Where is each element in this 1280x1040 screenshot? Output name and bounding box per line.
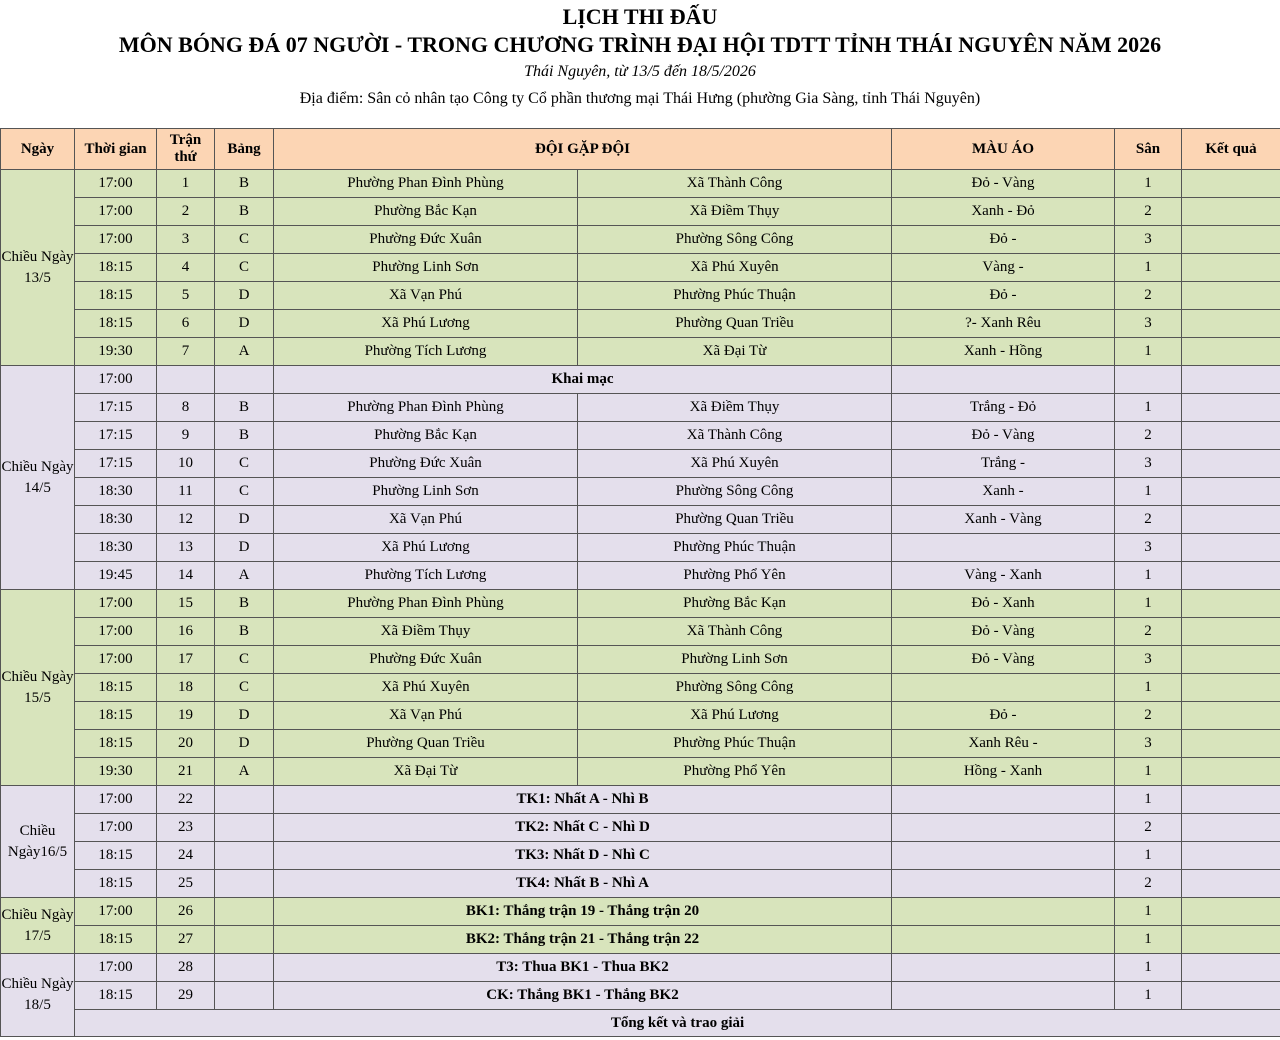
time-cell: 17:00	[75, 366, 157, 394]
result-cell	[1182, 170, 1280, 198]
team2-cell: Xã Thành Công	[578, 618, 892, 646]
table-row	[1, 534, 1280, 562]
time-cell: 17:00	[75, 590, 157, 618]
group-cell: D	[215, 702, 274, 730]
team2-cell: Xã Đại Từ	[578, 338, 892, 366]
group-cell: C	[215, 674, 274, 702]
document-header	[0, 0, 1280, 128]
team2-cell: Phường Sông Công	[578, 478, 892, 506]
time-cell: 17:00	[75, 898, 157, 926]
time-cell: 18:15	[75, 702, 157, 730]
result-cell	[1182, 310, 1280, 338]
team1-cell: Phường Phan Đình Phùng	[274, 590, 578, 618]
time-cell: 18:15	[75, 674, 157, 702]
colors-cell: Đỏ - Vàng	[892, 646, 1115, 674]
team2-cell: Xã Phú Lương	[578, 702, 892, 730]
group-cell	[215, 870, 274, 898]
team2-cell: Phường Sông Công	[578, 226, 892, 254]
time-cell: 17:00	[75, 170, 157, 198]
time-cell: 17:15	[75, 422, 157, 450]
team2-cell: Phường Sông Công	[578, 674, 892, 702]
team2-cell: Phường Quan Triều	[578, 506, 892, 534]
team2-cell: Xã Thành Công	[578, 170, 892, 198]
group-cell	[215, 954, 274, 982]
group-cell: C	[215, 254, 274, 282]
result-cell	[1182, 282, 1280, 310]
table-row	[1, 450, 1280, 478]
result-cell	[1182, 870, 1280, 898]
match-number-cell	[157, 366, 215, 394]
table-row	[1, 170, 1280, 198]
event-cell: TK3: Nhất D - Nhì C	[274, 842, 892, 870]
field-cell: 3	[1115, 226, 1182, 254]
result-cell	[1182, 366, 1280, 394]
field-cell: 2	[1115, 506, 1182, 534]
colors-cell	[892, 954, 1115, 982]
group-cell: C	[215, 478, 274, 506]
field-cell: 1	[1115, 478, 1182, 506]
result-cell	[1182, 450, 1280, 478]
date-line: Thái Nguyên, từ 13/5 đến 18/5/2026	[524, 63, 756, 80]
table-row	[1, 590, 1280, 618]
time-cell: 18:15	[75, 842, 157, 870]
field-cell: 2	[1115, 702, 1182, 730]
table-row	[1, 366, 1280, 394]
result-cell	[1182, 226, 1280, 254]
colors-cell	[892, 786, 1115, 814]
result-cell	[1182, 954, 1280, 982]
match-number-cell: 9	[157, 422, 215, 450]
table-row	[1, 422, 1280, 450]
team2-cell: Phường Linh Sơn	[578, 646, 892, 674]
field-cell: 2	[1115, 422, 1182, 450]
event-cell: CK: Thắng BK1 - Thắng BK2	[274, 982, 892, 1010]
team1-cell: Phường Phan Đình Phùng	[274, 394, 578, 422]
time-cell: 17:00	[75, 954, 157, 982]
group-cell: C	[215, 226, 274, 254]
time-cell: 18:30	[75, 506, 157, 534]
match-number-cell: 12	[157, 506, 215, 534]
field-cell: 3	[1115, 450, 1182, 478]
table-row	[1, 898, 1280, 926]
team1-cell: Xã Vạn Phú	[274, 282, 578, 310]
team2-cell: Phường Quan Triều	[578, 310, 892, 338]
team1-cell: Phường Tích Lương	[274, 562, 578, 590]
field-cell: 1	[1115, 674, 1182, 702]
field-cell: 3	[1115, 534, 1182, 562]
match-number-cell: 21	[157, 758, 215, 786]
team1-cell: Xã Phú Lương	[274, 534, 578, 562]
group-cell: B	[215, 618, 274, 646]
table-row	[1, 198, 1280, 226]
team1-cell: Phường Linh Sơn	[274, 254, 578, 282]
table-row	[1, 786, 1280, 814]
result-cell	[1182, 478, 1280, 506]
colors-cell	[892, 674, 1115, 702]
team2-cell: Phường Phúc Thuận	[578, 730, 892, 758]
field-cell: 1	[1115, 982, 1182, 1010]
match-number-cell: 14	[157, 562, 215, 590]
result-cell	[1182, 842, 1280, 870]
col-group: Bảng	[215, 129, 274, 170]
group-cell: C	[215, 646, 274, 674]
time-cell: 17:00	[75, 618, 157, 646]
field-cell: 1	[1115, 562, 1182, 590]
colors-cell: Đỏ - Vàng	[892, 422, 1115, 450]
match-number-cell: 16	[157, 618, 215, 646]
result-cell	[1182, 898, 1280, 926]
team1-cell: Phường Tích Lương	[274, 338, 578, 366]
day-cell: Chiều Ngày 17/5	[1, 898, 75, 954]
group-cell: D	[215, 730, 274, 758]
group-cell	[215, 786, 274, 814]
group-cell: B	[215, 422, 274, 450]
result-cell	[1182, 562, 1280, 590]
table-row	[1, 702, 1280, 730]
colors-cell: Trắng - Đỏ	[892, 394, 1115, 422]
colors-cell: Đỏ - Vàng	[892, 170, 1115, 198]
table-row	[1, 646, 1280, 674]
match-number-cell: 7	[157, 338, 215, 366]
result-cell	[1182, 646, 1280, 674]
colors-cell	[892, 870, 1115, 898]
time-cell: 18:15	[75, 310, 157, 338]
event-cell: BK2: Thắng trận 21 - Thắng trận 22	[274, 926, 892, 954]
field-cell: 2	[1115, 870, 1182, 898]
match-number-cell: 10	[157, 450, 215, 478]
match-number-cell: 26	[157, 898, 215, 926]
field-cell: 1	[1115, 898, 1182, 926]
team1-cell: Xã Phú Lương	[274, 310, 578, 338]
time-cell: 18:15	[75, 870, 157, 898]
venue-line: Địa điểm: Sân cỏ nhân tạo Công ty Cổ phần thương mại Thái Hưng (phường Gia Sàng, tỉnh Thái Nguyên)	[299, 90, 981, 107]
col-match: Trận thứ	[157, 129, 215, 170]
page-title: LỊCH THI ĐẤU	[562, 4, 718, 29]
group-cell: A	[215, 338, 274, 366]
table-row	[1, 982, 1280, 1010]
colors-cell	[892, 926, 1115, 954]
team1-cell: Phường Đức Xuân	[274, 646, 578, 674]
table-row	[1, 226, 1280, 254]
table-row	[1, 758, 1280, 786]
team1-cell: Phường Đức Xuân	[274, 450, 578, 478]
col-time: Thời gian	[75, 129, 157, 170]
colors-cell: Xanh - Vàng	[892, 506, 1115, 534]
group-cell: B	[215, 170, 274, 198]
match-number-cell: 20	[157, 730, 215, 758]
match-number-cell: 19	[157, 702, 215, 730]
result-cell	[1182, 590, 1280, 618]
field-cell: 2	[1115, 814, 1182, 842]
group-cell: C	[215, 450, 274, 478]
colors-cell: Xanh -	[892, 478, 1115, 506]
match-number-cell: 4	[157, 254, 215, 282]
result-cell	[1182, 338, 1280, 366]
match-number-cell: 15	[157, 590, 215, 618]
match-number-cell: 18	[157, 674, 215, 702]
time-cell: 18:30	[75, 478, 157, 506]
result-cell	[1182, 534, 1280, 562]
table-row	[1, 926, 1280, 954]
table-row	[1, 478, 1280, 506]
field-cell: 1	[1115, 338, 1182, 366]
time-cell: 18:15	[75, 926, 157, 954]
match-number-cell: 5	[157, 282, 215, 310]
colors-cell: Đỏ -	[892, 702, 1115, 730]
field-cell: 1	[1115, 394, 1182, 422]
group-cell: D	[215, 310, 274, 338]
day-cell: Chiều Ngày 14/5	[1, 366, 75, 590]
group-cell	[215, 842, 274, 870]
col-day: Ngày	[1, 129, 75, 170]
colors-cell: Xanh - Đỏ	[892, 198, 1115, 226]
field-cell: 1	[1115, 954, 1182, 982]
team2-cell: Phường Phúc Thuận	[578, 282, 892, 310]
result-cell	[1182, 982, 1280, 1010]
match-number-cell: 13	[157, 534, 215, 562]
time-cell: 17:15	[75, 394, 157, 422]
field-cell: 1	[1115, 786, 1182, 814]
group-cell: D	[215, 534, 274, 562]
match-number-cell: 6	[157, 310, 215, 338]
result-cell	[1182, 394, 1280, 422]
field-cell: 1	[1115, 590, 1182, 618]
event-cell: TK2: Nhất C - Nhì D	[274, 814, 892, 842]
closing-cell: Tổng kết và trao giải	[75, 1010, 1280, 1037]
team2-cell: Phường Phổ Yên	[578, 758, 892, 786]
match-number-cell: 2	[157, 198, 215, 226]
group-cell: B	[215, 198, 274, 226]
closing-row	[1, 1010, 1280, 1037]
colors-cell	[892, 534, 1115, 562]
colors-cell	[892, 842, 1115, 870]
colors-cell: Đỏ -	[892, 226, 1115, 254]
match-number-cell: 24	[157, 842, 215, 870]
table-row	[1, 842, 1280, 870]
result-cell	[1182, 814, 1280, 842]
group-cell: D	[215, 282, 274, 310]
table-row	[1, 506, 1280, 534]
table-row	[1, 674, 1280, 702]
team1-cell: Xã Vạn Phú	[274, 506, 578, 534]
match-number-cell: 17	[157, 646, 215, 674]
header-row	[1, 129, 1280, 170]
time-cell: 17:15	[75, 450, 157, 478]
match-number-cell: 22	[157, 786, 215, 814]
group-cell: D	[215, 506, 274, 534]
colors-cell	[892, 814, 1115, 842]
team2-cell: Xã Điềm Thụy	[578, 394, 892, 422]
field-cell: 3	[1115, 310, 1182, 338]
time-cell: 19:45	[75, 562, 157, 590]
team1-cell: Xã Đại Từ	[274, 758, 578, 786]
table-row	[1, 870, 1280, 898]
group-cell	[215, 814, 274, 842]
page-subtitle: MÔN BÓNG ĐÁ 07 NGƯỜI - TRONG CHƯƠNG TRÌNH ĐẠI HỘI TDTT TỈNH THÁI NGUYÊN NĂM 2026	[118, 32, 1162, 57]
table-row	[1, 562, 1280, 590]
match-number-cell: 27	[157, 926, 215, 954]
team2-cell: Phường Phúc Thuận	[578, 534, 892, 562]
event-cell: TK1: Nhất A - Nhì B	[274, 786, 892, 814]
time-cell: 18:15	[75, 730, 157, 758]
field-cell: 3	[1115, 646, 1182, 674]
colors-cell: Đỏ - Xanh	[892, 590, 1115, 618]
table-row	[1, 618, 1280, 646]
colors-cell: Vàng - Xanh	[892, 562, 1115, 590]
table-row	[1, 282, 1280, 310]
day-cell: Chiều Ngày 15/5	[1, 590, 75, 786]
event-cell: T3: Thua BK1 - Thua BK2	[274, 954, 892, 982]
table-row	[1, 310, 1280, 338]
field-cell: 3	[1115, 730, 1182, 758]
table-row	[1, 394, 1280, 422]
team1-cell: Xã Vạn Phú	[274, 702, 578, 730]
match-number-cell: 25	[157, 870, 215, 898]
time-cell: 17:00	[75, 226, 157, 254]
match-number-cell: 29	[157, 982, 215, 1010]
colors-cell: Xanh - Hồng	[892, 338, 1115, 366]
col-teams: ĐỘI GẶP ĐỘI	[274, 129, 892, 170]
match-number-cell: 1	[157, 170, 215, 198]
colors-cell: Hồng - Xanh	[892, 758, 1115, 786]
field-cell: 2	[1115, 618, 1182, 646]
time-cell: 18:15	[75, 982, 157, 1010]
team1-cell: Xã Phú Xuyên	[274, 674, 578, 702]
field-cell: 1	[1115, 170, 1182, 198]
match-number-cell: 3	[157, 226, 215, 254]
result-cell	[1182, 506, 1280, 534]
time-cell: 18:15	[75, 254, 157, 282]
time-cell: 17:00	[75, 646, 157, 674]
time-cell: 17:00	[75, 814, 157, 842]
team1-cell: Phường Quan Triều	[274, 730, 578, 758]
col-colors: MÀU ÁO	[892, 129, 1115, 170]
colors-cell: Vàng -	[892, 254, 1115, 282]
match-number-cell: 11	[157, 478, 215, 506]
time-cell: 18:30	[75, 534, 157, 562]
table-row	[1, 338, 1280, 366]
team1-cell: Phường Phan Đình Phùng	[274, 170, 578, 198]
team1-cell: Phường Bắc Kạn	[274, 198, 578, 226]
result-cell	[1182, 702, 1280, 730]
team2-cell: Xã Phú Xuyên	[578, 254, 892, 282]
colors-cell: Đỏ -	[892, 282, 1115, 310]
team2-cell: Phường Phổ Yên	[578, 562, 892, 590]
result-cell	[1182, 758, 1280, 786]
time-cell: 17:00	[75, 198, 157, 226]
match-number-cell: 23	[157, 814, 215, 842]
group-cell	[215, 366, 274, 394]
field-cell: 1	[1115, 926, 1182, 954]
team1-cell: Phường Đức Xuân	[274, 226, 578, 254]
colors-cell	[892, 366, 1115, 394]
result-cell	[1182, 198, 1280, 226]
col-result: Kết quả	[1182, 129, 1280, 170]
colors-cell: Trắng -	[892, 450, 1115, 478]
day-cell: Chiều Ngày16/5	[1, 786, 75, 898]
match-number-cell: 28	[157, 954, 215, 982]
colors-cell: Đỏ - Vàng	[892, 618, 1115, 646]
field-cell: 1	[1115, 254, 1182, 282]
event-cell: Khai mạc	[274, 366, 892, 394]
schedule-table	[0, 128, 1280, 1037]
time-cell: 18:15	[75, 282, 157, 310]
time-cell: 17:00	[75, 786, 157, 814]
group-cell: B	[215, 590, 274, 618]
table-row	[1, 814, 1280, 842]
field-cell	[1115, 366, 1182, 394]
field-cell: 1	[1115, 842, 1182, 870]
result-cell	[1182, 618, 1280, 646]
col-field: Sân	[1115, 129, 1182, 170]
field-cell: 2	[1115, 198, 1182, 226]
group-cell	[215, 898, 274, 926]
colors-cell	[892, 982, 1115, 1010]
group-cell: A	[215, 758, 274, 786]
result-cell	[1182, 254, 1280, 282]
team2-cell: Xã Thành Công	[578, 422, 892, 450]
table-row	[1, 730, 1280, 758]
match-number-cell: 8	[157, 394, 215, 422]
team1-cell: Xã Điềm Thụy	[274, 618, 578, 646]
result-cell	[1182, 674, 1280, 702]
team1-cell: Phường Linh Sơn	[274, 478, 578, 506]
group-cell: B	[215, 394, 274, 422]
event-cell: BK1: Thắng trận 19 - Thắng trận 20	[274, 898, 892, 926]
team1-cell: Phường Bắc Kạn	[274, 422, 578, 450]
group-cell	[215, 982, 274, 1010]
event-cell: TK4: Nhất B - Nhì A	[274, 870, 892, 898]
colors-cell	[892, 898, 1115, 926]
result-cell	[1182, 786, 1280, 814]
team2-cell: Xã Điềm Thụy	[578, 198, 892, 226]
schedule-body	[1, 170, 1280, 1037]
team2-cell: Xã Phú Xuyên	[578, 450, 892, 478]
day-cell: Chiều Ngày 13/5	[1, 170, 75, 366]
colors-cell: ?- Xanh Rêu	[892, 310, 1115, 338]
field-cell: 2	[1115, 282, 1182, 310]
group-cell: A	[215, 562, 274, 590]
time-cell: 19:30	[75, 338, 157, 366]
result-cell	[1182, 422, 1280, 450]
time-cell: 19:30	[75, 758, 157, 786]
result-cell	[1182, 926, 1280, 954]
result-cell	[1182, 730, 1280, 758]
table-row	[1, 254, 1280, 282]
group-cell	[215, 926, 274, 954]
day-cell: Chiều Ngày 18/5	[1, 954, 75, 1037]
field-cell: 1	[1115, 758, 1182, 786]
colors-cell: Xanh Rêu -	[892, 730, 1115, 758]
team2-cell: Phường Bắc Kạn	[578, 590, 892, 618]
table-row	[1, 954, 1280, 982]
